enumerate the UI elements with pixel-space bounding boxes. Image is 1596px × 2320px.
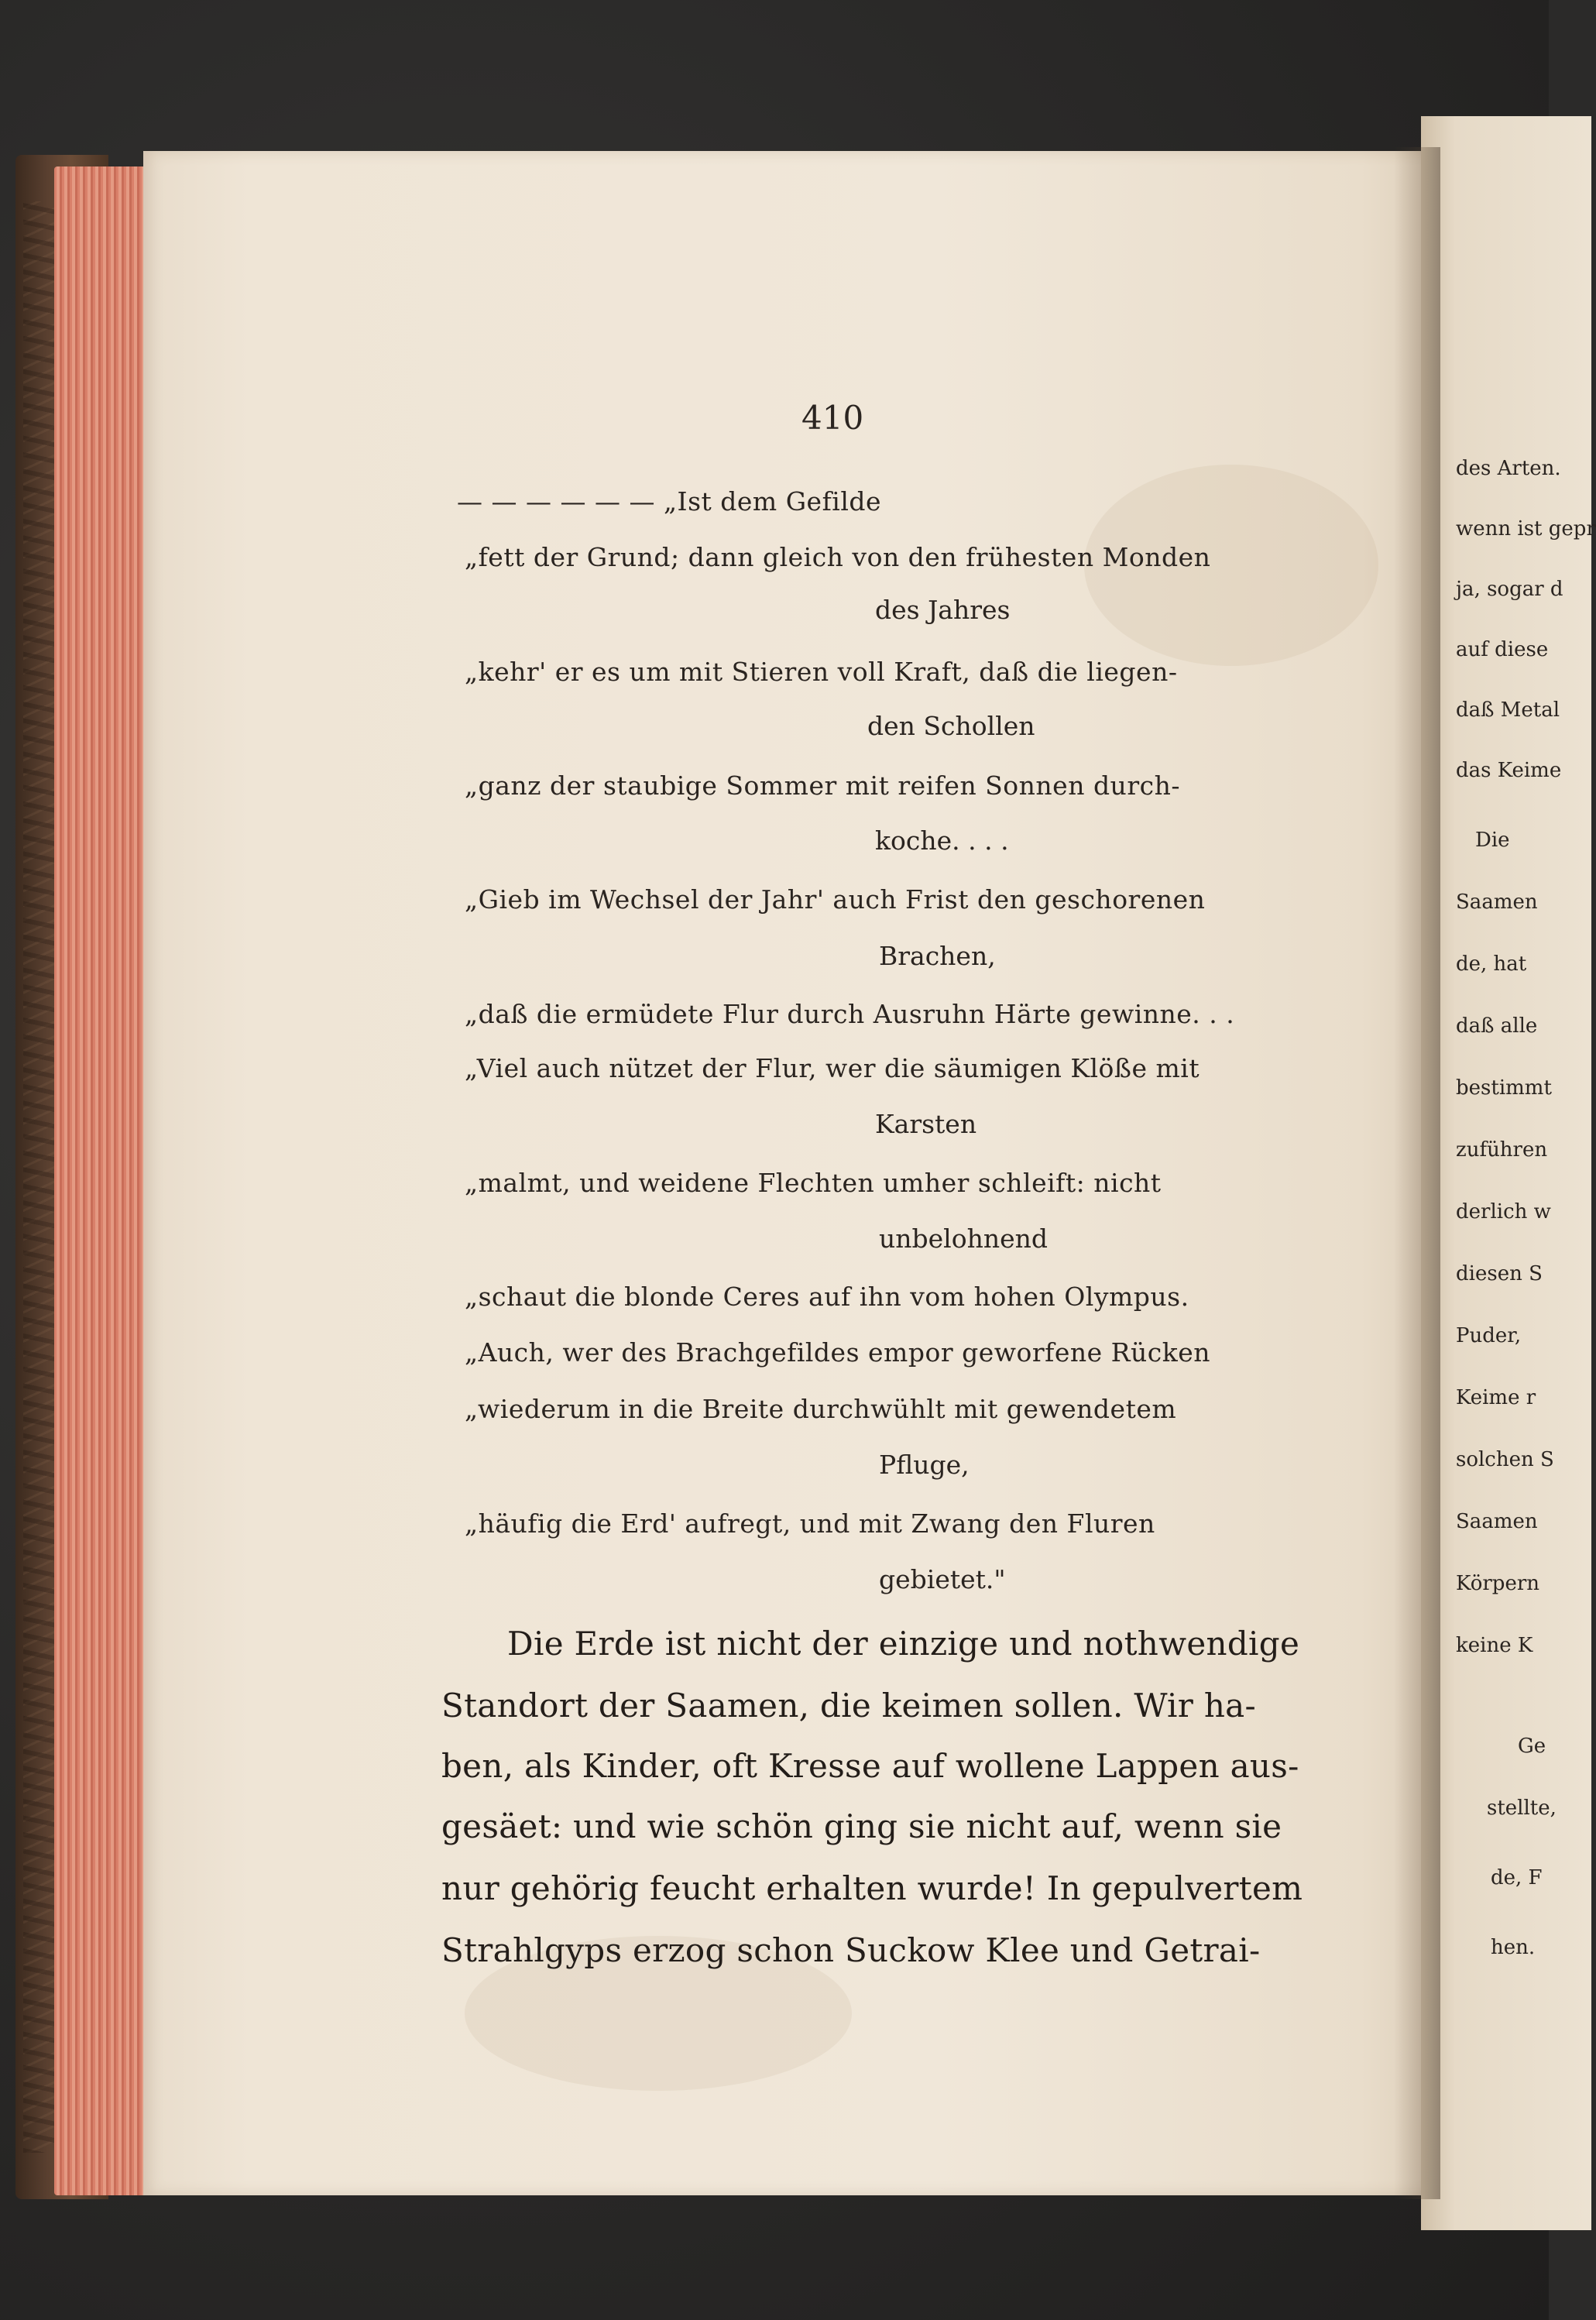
- verse-continuation: den Schollen: [867, 711, 1035, 741]
- right-page-line: des Arten.: [1456, 457, 1561, 480]
- prose-line: Standort der Saamen, die keimen sollen. Wir ha-: [441, 1687, 1256, 1725]
- right-page-line: hen.: [1491, 1936, 1536, 1959]
- verse-line: „Auch, wer des Brachgefildes empor geworfene Rücken: [465, 1337, 1211, 1368]
- verse-continuation: Karsten: [875, 1109, 977, 1139]
- right-page-line: keine K: [1456, 1634, 1533, 1657]
- verse-continuation: Brachen,: [879, 941, 996, 971]
- right-page-line: Saamen: [1456, 1510, 1538, 1533]
- verse-line: „häufig die Erd' aufregt, und mit Zwang den Fluren: [465, 1508, 1155, 1539]
- right-page-line: Saamen: [1456, 891, 1538, 914]
- right-page-line: das Keime: [1456, 759, 1562, 782]
- right-page-line: diesen S: [1456, 1262, 1543, 1285]
- right-page-line: bestimmt: [1456, 1076, 1552, 1100]
- verse-continuation: koche. . . .: [875, 825, 1009, 856]
- right-page-line: Puder,: [1456, 1324, 1522, 1347]
- book-gutter: [1394, 147, 1440, 2199]
- verse-line: „kehr' er es um mit Stieren voll Kraft, daß die liegen-: [465, 657, 1178, 687]
- verse-line: „wiederum in die Breite durchwühlt mit gewendetem: [465, 1394, 1177, 1424]
- verse-line: „Viel auch nützet der Flur, wer die säumigen Klöße mit: [465, 1053, 1200, 1083]
- right-page-line: derlich w: [1456, 1200, 1551, 1223]
- right-page-line: ja, sogar d: [1456, 578, 1563, 601]
- right-page-line: zuführen: [1456, 1138, 1548, 1162]
- page-edges: [54, 166, 151, 2195]
- prose-line: nur gehörig feucht erhalten wurde! In gepulvertem: [441, 1869, 1303, 1907]
- right-page-line: Die: [1475, 829, 1510, 852]
- prose-line: gesäet: und wie schön ging sie nicht auf, wenn sie: [441, 1807, 1282, 1845]
- verse-line: „schaut die blonde Ceres auf ihn vom hohen Olympus.: [465, 1282, 1189, 1312]
- right-page-line: auf diese: [1456, 638, 1549, 661]
- page-number: 410: [801, 399, 864, 437]
- right-page-line: de, F: [1491, 1866, 1543, 1889]
- verse-continuation: unbelohnend: [879, 1223, 1048, 1254]
- verse-line: „daß die ermüdete Flur durch Ausruhn Härte gewinne. . .: [465, 999, 1235, 1029]
- verse-line: „malmt, und weidene Flechten umher schleift: nicht: [465, 1168, 1162, 1198]
- right-page: [1421, 116, 1591, 2230]
- right-page-line: Ge: [1518, 1735, 1546, 1758]
- prose-line: Strahlgyps erzog schon Suckow Klee und Getrai-: [441, 1931, 1261, 1969]
- right-page-line: wenn ist gepr: [1456, 517, 1596, 541]
- right-page-line: daß Metal: [1456, 698, 1560, 722]
- prose-line: ben, als Kinder, oft Kresse auf wollene Lappen aus-: [441, 1747, 1299, 1785]
- prose-line: Die Erde ist nicht der einzige und nothwendige: [507, 1625, 1300, 1663]
- verse-continuation: gebietet.": [879, 1564, 1006, 1594]
- verse-line: „Gieb im Wechsel der Jahr' auch Frist den geschorenen: [465, 884, 1206, 915]
- right-page-line: stellte,: [1487, 1797, 1557, 1820]
- verse-line: „fett der Grund; dann gleich von den frühesten Monden: [465, 542, 1211, 572]
- verse-continuation: Pfluge,: [879, 1450, 970, 1480]
- verse-line: „ganz der staubige Sommer mit reifen Sonnen durch-: [465, 770, 1180, 801]
- verse-continuation: des Jahres: [875, 595, 1011, 625]
- right-page-line: solchen S: [1456, 1448, 1554, 1471]
- verse-line: — — — — — — „Ist dem Gefilde: [457, 486, 882, 517]
- right-page-line: de, hat: [1456, 952, 1527, 976]
- right-page-line: Körpern: [1456, 1572, 1540, 1595]
- right-page-line: Keime r: [1456, 1386, 1536, 1409]
- right-page-line: daß alle: [1456, 1014, 1538, 1038]
